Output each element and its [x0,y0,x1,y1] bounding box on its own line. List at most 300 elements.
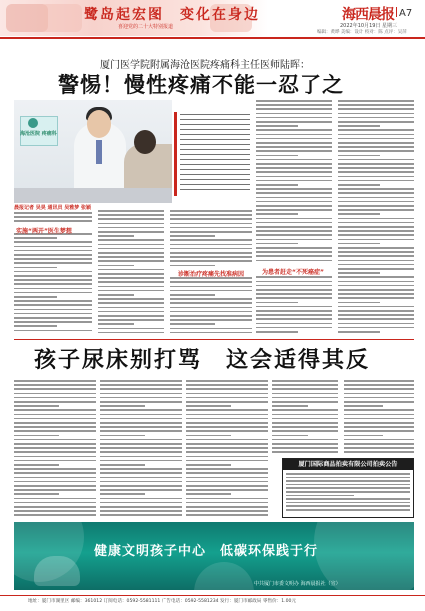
text-line [98,323,134,325]
text-line [338,150,414,152]
text-line [338,129,414,131]
text-line [186,481,268,483]
text-line [170,307,252,309]
lead-subhead-2: 诊断治疗疼痛先找准病因 [178,271,245,278]
text-line [180,159,250,160]
text-line [14,451,96,453]
text-line [272,439,338,441]
text-line [256,205,332,207]
text-line [98,273,164,275]
text-line [100,502,182,504]
text-line [272,451,338,453]
text-line [272,430,338,432]
auction-notice-body [286,473,410,513]
text-line [14,325,57,327]
text-line [338,155,380,157]
text-line [98,248,164,250]
text-line [272,426,338,428]
text-line [186,418,268,420]
text-line [170,332,252,334]
text-line [256,167,332,169]
text-line [100,460,182,462]
text-line [186,388,268,390]
text-line [14,477,96,479]
text-line [100,439,182,441]
text-line [256,163,332,165]
text-line [98,210,164,212]
text-line [256,289,332,291]
text-line [170,231,252,233]
text-line [344,439,414,441]
text-line [256,201,332,203]
text-line [186,498,268,500]
lead-column-4 [256,100,332,334]
text-line [186,439,268,441]
text-line [186,460,268,462]
text-line [100,481,182,483]
text-line [338,251,414,253]
text-line [98,214,164,216]
text-line [186,422,268,424]
text-line [14,254,92,256]
second-column-5 [344,380,414,454]
text-line [286,509,410,511]
text-line [14,430,96,432]
text-line [98,307,164,309]
text-line [14,443,96,445]
text-line [186,426,268,428]
second-column-4 [272,380,338,454]
text-line [344,414,414,416]
text-line [98,244,164,246]
text-line [344,388,414,390]
text-line [100,426,182,428]
text-line [338,302,380,304]
text-line [256,310,332,312]
text-line [100,435,145,437]
text-line [186,489,268,491]
text-line [338,243,380,245]
text-line [256,314,332,316]
text-line [272,422,338,424]
text-line [338,264,414,266]
text-line [338,117,414,119]
text-line [338,230,414,232]
text-line [98,286,164,288]
text-line [14,384,96,386]
text-line [272,443,338,445]
text-line [100,485,182,487]
text-line [180,119,250,120]
text-line [338,197,414,199]
text-line [186,430,268,432]
page-number [396,7,412,19]
text-line [256,171,332,173]
text-line [98,319,164,321]
text-line [14,262,92,264]
text-line [256,255,332,257]
text-line [256,331,298,333]
text-line [338,125,380,127]
text-line [100,506,182,508]
text-line [256,209,332,211]
text-line [286,480,410,482]
text-line [100,414,182,416]
text-line [14,313,92,315]
text-line [170,311,252,313]
text-line [170,298,252,300]
text-line [344,447,414,449]
text-line [170,260,252,262]
text-line [170,294,215,296]
text-line [256,234,332,236]
text-line [14,283,92,285]
masthead-banner [0,0,268,36]
text-line [14,481,96,483]
text-line [338,281,414,283]
text-line [170,265,215,267]
text-line [14,489,96,491]
text-line [100,464,145,466]
text-line [186,414,268,416]
text-line [170,252,252,254]
text-line [338,255,414,257]
text-line [14,300,92,302]
text-line [100,456,182,458]
text-line [14,267,57,269]
text-line [14,317,92,319]
text-line [14,220,92,222]
text-line [186,506,268,508]
text-line [338,180,414,182]
text-line [186,393,268,395]
text-line [100,472,182,474]
text-line [286,484,410,486]
text-line [344,384,414,386]
text-line [256,129,332,131]
text-line [186,401,268,403]
text-line [256,302,298,304]
hospital-seal-icon [28,118,38,128]
text-line [98,223,164,225]
text-line [14,439,96,441]
text-line [344,418,414,420]
text-line [98,332,164,334]
text-line [14,468,96,470]
text-line [272,414,338,416]
text-line [14,246,92,248]
masthead [0,0,425,42]
text-line [14,506,96,508]
text-line [338,331,380,333]
text-line [256,113,332,115]
second-column-3 [186,380,268,518]
text-line [272,405,308,407]
text-line [170,315,252,317]
text-line [14,498,96,500]
text-line [14,216,92,218]
text-line [256,138,332,140]
text-line [100,443,182,445]
text-line [286,505,410,507]
text-line [186,380,268,382]
text-line [100,510,182,512]
text-line [100,489,182,491]
text-line [98,281,164,283]
text-line [256,192,332,194]
text-line [256,134,332,136]
text-line [170,286,252,288]
text-line [98,218,164,220]
page-number-label: A7 [399,8,413,19]
text-line [14,258,92,260]
lead-headline: 警惕！慢性疼痛不能一忍了之 [58,72,344,97]
text-line [256,285,332,287]
text-line [338,293,414,295]
text-line [256,297,332,299]
text-line [272,409,338,411]
text-line [338,121,414,123]
text-line [338,188,414,190]
text-line [14,456,96,458]
text-line [186,456,268,458]
hospital-sign: 海沧医院 疼痛科 [20,131,57,137]
text-line [100,447,182,449]
text-line [186,464,231,466]
lead-subhead-1: 实施“两开”医生梦想 [16,228,72,235]
text-line [186,472,268,474]
text-line [14,212,92,214]
text-line [344,393,414,395]
text-line [338,222,414,224]
text-line [186,510,268,512]
psa-slogan: 健康文明孩子中心 低碳环保践于行 [94,544,319,559]
text-line [338,134,414,136]
masthead-slogan-sub: 喜迎党的二十大特别报道 [118,24,174,30]
text-line [256,197,332,199]
text-line [344,435,383,437]
text-line [344,451,414,453]
text-line [338,234,414,236]
text-line [14,460,96,462]
text-line [338,272,380,274]
text-line [186,493,231,495]
text-line [170,244,252,246]
text-line [170,302,252,304]
newspaper-logo: 海西晨报 [342,7,394,23]
text-line [14,502,96,504]
text-line [14,401,96,403]
text-line [14,380,96,382]
text-line [338,201,414,203]
text-line [100,477,182,479]
text-line [14,330,92,332]
text-line [98,239,164,241]
lead-kicker: 厦门医学院附属海沧医院疼痛科主任医师陆晖： [100,60,310,71]
text-line [170,223,252,225]
text-line [186,384,268,386]
text-line [338,163,414,165]
text-line [100,397,182,399]
text-line [286,502,410,504]
text-line [180,144,250,145]
hands-icon [34,556,80,586]
text-line [256,306,332,308]
text-line [170,290,252,292]
text-line [338,218,414,220]
text-line [272,380,338,382]
text-line [100,418,182,420]
text-line [14,309,92,311]
text-line [256,247,332,249]
text-line [180,114,250,115]
text-line [256,260,332,262]
text-line [338,209,414,211]
text-line [338,108,414,110]
masthead-rule [0,37,425,39]
text-line [338,184,380,186]
text-line [14,485,96,487]
text-line [286,495,354,497]
text-line [98,235,134,237]
text-line [256,318,332,320]
text-line [180,139,250,140]
text-line [338,159,414,161]
text-line [98,260,164,262]
text-line [256,213,298,215]
text-line [180,134,250,135]
text-line [170,319,252,321]
text-line [170,239,252,241]
text-line [338,310,414,312]
text-line [186,477,268,479]
doctor-photo [14,100,172,203]
text-line [98,298,164,300]
text-line [256,150,332,152]
text-line [170,227,252,229]
text-line [256,276,332,278]
second-headline: 孩子尿床别打骂 这会适得其反 [34,347,371,373]
text-line [98,269,164,271]
text-line [180,189,250,190]
text-line [14,271,92,273]
text-line [100,514,182,516]
caption-accent [174,112,177,196]
text-line [286,473,410,475]
text-line [344,443,414,445]
text-line [98,231,164,233]
text-line [272,388,338,390]
text-line [272,397,338,399]
text-line [98,328,164,330]
text-line [170,218,252,220]
text-line [170,210,252,212]
editor-credits: 编辑：黄晔 美编：设计 校对：陈 点评：吴萍 [317,30,407,35]
text-line [256,117,332,119]
text-line [256,155,298,157]
text-line [186,435,231,437]
text-line [14,405,59,407]
text-line [286,487,410,489]
text-line [98,252,164,254]
text-line [256,188,332,190]
text-line [14,422,96,424]
text-line [186,451,268,453]
text-line [256,327,332,329]
text-line [170,256,252,258]
second-column-1 [14,380,96,518]
text-line [180,124,250,125]
lead-byline: 晨报记者 吴昊 通讯员 吴雅梦 张颖 [14,205,91,211]
text-line [338,260,414,262]
text-line [338,285,414,287]
text-line [338,146,414,148]
text-line [100,405,145,407]
text-line [14,237,57,239]
text-line [14,510,96,512]
text-line [14,304,92,306]
text-line [170,328,252,330]
text-line [256,125,298,127]
text-line [256,180,332,182]
text-line [180,154,250,155]
text-line [14,472,96,474]
text-line [338,167,414,169]
text-line [180,184,250,185]
text-line [170,248,252,250]
text-line [338,213,380,215]
public-service-banner [14,522,414,590]
text-line [14,418,96,420]
text-line [256,159,332,161]
text-line [256,146,332,148]
text-line [180,174,250,175]
text-line [338,276,414,278]
text-line [100,409,182,411]
text-line [338,323,414,325]
text-line [338,306,414,308]
text-line [98,311,164,313]
text-line [98,256,164,258]
text-line [180,164,250,165]
text-line [338,226,414,228]
text-line [170,235,215,237]
footer-rule [0,595,425,596]
auction-notice-title: 厦门国际商品拍卖有限公司拍卖公告 [283,459,413,470]
divider [396,7,397,17]
text-line [98,265,134,267]
text-line [338,247,414,249]
text-line [272,393,338,395]
text-line [338,138,414,140]
text-line [186,409,268,411]
text-line [338,205,414,207]
text-line [344,426,414,428]
text-line [338,268,414,270]
text-line [338,314,414,316]
text-line [344,401,414,403]
text-line [344,405,383,407]
issue-date: 2022年10月19日 星期三 [340,23,398,29]
text-line [344,409,414,411]
text-line [14,296,57,298]
text-line [100,401,182,403]
lead-column-2 [98,210,164,334]
text-line [100,430,182,432]
photo-caption [174,112,250,196]
text-line [186,447,268,449]
text-line [338,104,414,106]
